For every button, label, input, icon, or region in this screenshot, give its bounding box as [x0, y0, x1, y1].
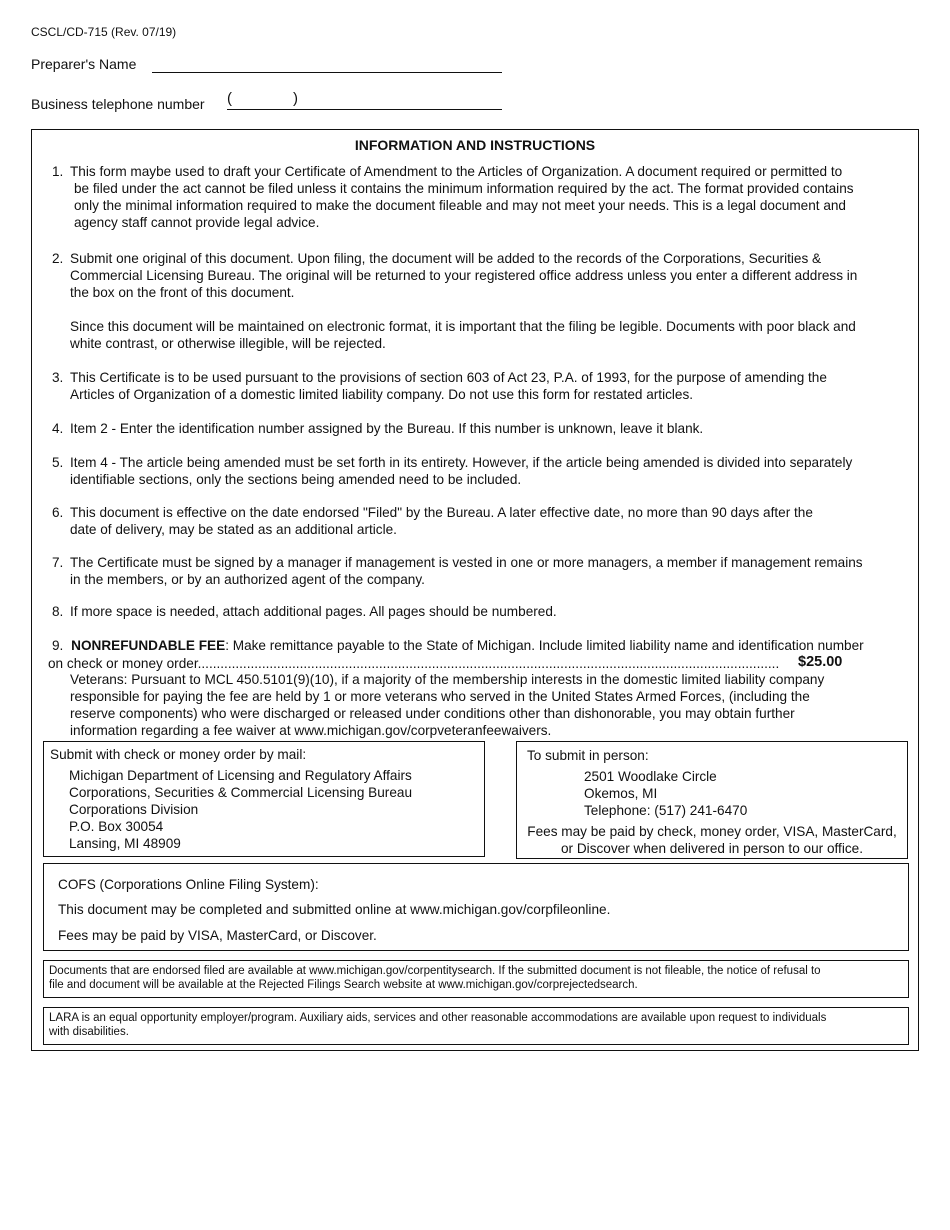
- veterans-line: responsible for paying the fee are held by 1 or more veterans who served in the United States Armed Forces, (including the: [70, 689, 810, 704]
- item-line: This Certificate is to be used pursuant to the provisions of section 603 of Act 23, P.A. of 1993, for the purpose of amending the: [70, 370, 827, 385]
- area-code-open: (: [227, 90, 232, 107]
- preparer-name-label: Preparer's Name: [31, 56, 137, 72]
- business-phone-field[interactable]: [227, 90, 502, 110]
- instructions-section: [31, 129, 919, 1051]
- item-line: Item 4 - The article being amended must be set forth in its entirety. However, if the article being amended is divided into separately: [70, 455, 853, 470]
- lara-line: LARA is an equal opportunity employer/program. Auxiliary aids, services and other reasonable accommodations are available upon request to individuals: [49, 1012, 827, 1024]
- item-number: 8.: [52, 604, 64, 619]
- item-number: 4.: [52, 421, 64, 436]
- item-line: on check or money order..........................................................................................................................................................: [48, 656, 780, 671]
- item-number: 1.: [52, 164, 64, 179]
- item-number: 6.: [52, 505, 64, 520]
- address-line: Corporations, Securities & Commercial Licensing Bureau: [69, 785, 413, 800]
- preparer-name-field[interactable]: [152, 72, 502, 73]
- address-line: Corporations Division: [69, 802, 199, 817]
- lara-line: with disabilities.: [49, 1026, 129, 1038]
- item-line: date of delivery, may be stated as an additional article.: [70, 522, 397, 537]
- mail-header: Submit with check or money order by mail:: [50, 747, 307, 762]
- item-line: : Make remittance payable to the State of Michigan. Include limited liability name and identification number: [225, 638, 864, 653]
- address-line: Telephone: (517) 241-6470: [584, 803, 748, 818]
- item-line: This document is effective on the date endorsed "Filed" by the Bureau. A later effective date, no more than 90 days after the: [70, 505, 813, 520]
- item-line: only the minimal information required to make the document fileable and may not meet your needs. This is a legal document and: [74, 198, 846, 213]
- item-number: 2.: [52, 251, 64, 266]
- business-phone-label: Business telephone number: [31, 96, 205, 112]
- item-line: This form maybe used to draft your Certificate of Amendment to the Articles of Organization. A document required or permitted to: [70, 164, 843, 179]
- in-person-address: [584, 768, 747, 819]
- item-line: Commercial Licensing Bureau. The original will be returned to your registered office address unless you enter a different address in: [70, 268, 858, 283]
- cofs-box: [43, 863, 909, 951]
- item-number: 3.: [52, 370, 64, 385]
- cofs-online-text: This document may be completed and submitted online at www.michigan.gov/corpfileonline.: [58, 902, 611, 917]
- nonrefundable-fee-label: NONREFUNDABLE FEE: [71, 638, 226, 653]
- item-line: The Certificate must be signed by a manager if management is vested in one or more managers, a member if management remains: [70, 555, 863, 570]
- mail-submission-box: [43, 741, 485, 857]
- item-number: 9.: [52, 638, 64, 653]
- address-line: 2501 Woodlake Circle: [584, 769, 717, 784]
- item-line: in the members, or by an authorized agent of the company.: [70, 572, 425, 587]
- item-line: Item 2 - Enter the identification number assigned by the Bureau. If this number is unknown, leave it blank.: [70, 421, 704, 436]
- fees-line: or Discover when delivered in person to our office.: [561, 841, 863, 856]
- endorsed-line: Documents that are endorsed filed are available at www.michigan.gov/corpentitysearch. If the submitted document is not fileable, the notice of refusal to: [49, 965, 821, 977]
- instructions-title: INFORMATION AND INSTRUCTIONS: [354, 137, 596, 153]
- endorsed-documents-box: [43, 960, 909, 998]
- cofs-title: COFS (Corporations Online Filing System):: [58, 877, 319, 892]
- item-line: the box on the front of this document.: [70, 285, 295, 300]
- in-person-submission-box: [516, 741, 908, 859]
- lara-notice-box: [43, 1007, 909, 1045]
- in-person-fees: [517, 823, 907, 857]
- item-number: 5.: [52, 455, 64, 470]
- form-id: CSCL/CD-715 (Rev. 07/19): [31, 25, 177, 39]
- veterans-line: information regarding a fee waiver at www.michigan.gov/corpveteranfeewaivers.: [70, 723, 552, 738]
- address-line: Okemos, MI: [584, 786, 658, 801]
- fees-line: Fees may be paid by check, money order, VISA, MasterCard,: [527, 824, 897, 839]
- item-line: If more space is needed, attach additional pages. All pages should be numbered.: [70, 604, 557, 619]
- endorsed-text: [49, 964, 904, 992]
- item-line: Submit one original of this document. Upon filing, the document will be added to the records of the Corporations, Securities &: [70, 251, 822, 266]
- instruction-item-9: [48, 637, 912, 738]
- item-line: white contrast, or otherwise illegible, will be rejected.: [70, 336, 386, 351]
- item-line: identifiable sections, only the sections being amended need to be included.: [70, 472, 522, 487]
- fee-amount: $25.00: [798, 654, 843, 670]
- fee-line: [52, 637, 864, 654]
- lara-text: [49, 1011, 904, 1039]
- mail-address: [69, 767, 412, 852]
- address-line: Lansing, MI 48909: [69, 836, 181, 851]
- item-line: Articles of Organization of a domestic limited liability company. Do not use this form for restated articles.: [70, 387, 694, 402]
- endorsed-line: file and document will be available at the Rejected Filings Search website at www.michigan.gov/corprejectedsearch.: [49, 979, 638, 991]
- in-person-header: To submit in person:: [527, 748, 649, 763]
- item-line: be filed under the act cannot be filed unless it contains the minimum information required by the act. The format provided contains: [74, 181, 854, 196]
- veterans-line: Veterans: Pursuant to MCL 450.5101(9)(10), if a majority of the membership interests in the domestic limited liability company: [70, 672, 825, 687]
- cofs-fees-text: Fees may be paid by VISA, MasterCard, or Discover.: [58, 928, 377, 943]
- address-line: Michigan Department of Licensing and Regulatory Affairs: [69, 768, 412, 783]
- veterans-line: reserve components) who were discharged or released under conditions other than dishonorable, you may obtain further: [70, 706, 795, 721]
- item-line: Since this document will be maintained on electronic format, it is important that the filing be legible. Documents with poor black and: [70, 319, 856, 334]
- address-line: P.O. Box 30054: [69, 819, 164, 834]
- item-number: 7.: [52, 555, 64, 570]
- item-line: agency staff cannot provide legal advice.: [74, 215, 320, 230]
- area-code-close: ): [293, 90, 298, 107]
